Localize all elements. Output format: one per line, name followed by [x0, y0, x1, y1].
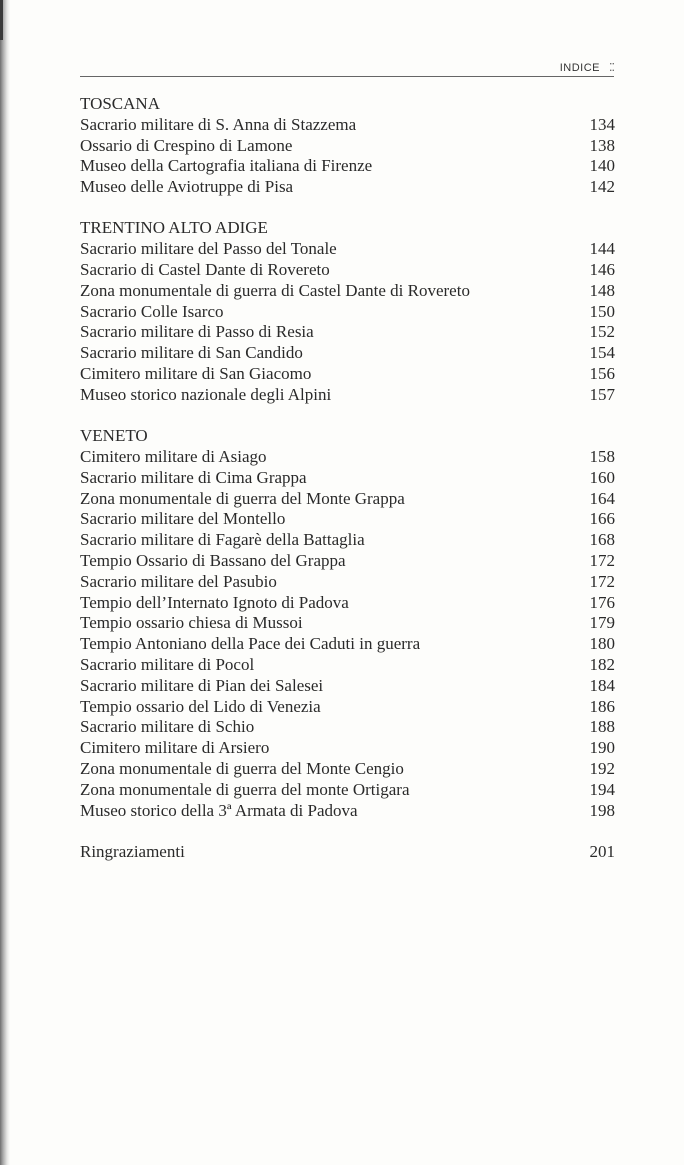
entry-label: Sacrario militare di Fagarè della Battaglia: [80, 530, 365, 550]
toc-entry: [80, 156, 615, 177]
toc-entry: [80, 717, 615, 738]
entry-label: Sacrario militare di Pocol: [80, 654, 255, 674]
running-header: [80, 60, 614, 77]
entry-label: Tempio Ossario di Bassano del Grappa: [80, 550, 346, 570]
entry-page-number: 142: [589, 177, 615, 197]
entry-page-number: 192: [589, 758, 615, 778]
entry-label: Zona monumentale di guerra di Castel Dante di Rovereto: [80, 280, 470, 300]
entry-label: Tempio dell’Internato Ignoto di Padova: [80, 592, 349, 612]
toc-entry: [80, 343, 615, 364]
toc-entry: [80, 801, 615, 822]
toc-entry: [80, 385, 615, 406]
toc-section: [80, 94, 615, 198]
entry-page-number: 140: [589, 156, 615, 176]
entry-page-number: 134: [589, 114, 615, 134]
toc-entry: [80, 593, 615, 614]
entry-page-number: 166: [589, 509, 615, 529]
toc-entry: [80, 738, 615, 759]
entry-page-number: 188: [589, 717, 615, 737]
toc-entry: [80, 509, 615, 530]
toc-entry: [80, 115, 615, 136]
toc-entry: [80, 613, 615, 634]
page-spine-shadow: [0, 0, 10, 1165]
section-title: VENETO: [80, 426, 148, 446]
toc-section: [80, 218, 615, 405]
entry-label: Tempio Antoniano della Pace dei Caduti in guerra: [80, 634, 421, 654]
entry-page-number: 180: [589, 634, 615, 654]
table-of-contents: [80, 94, 615, 863]
entry-page-number: 179: [589, 613, 615, 633]
entry-label: Sacrario di Castel Dante di Rovereto: [80, 260, 330, 280]
entry-label: Sacrario militare del Passo del Tonale: [80, 239, 337, 259]
toc-entry: [80, 634, 615, 655]
entry-label: Tempio ossario del Lido di Venezia: [80, 696, 321, 716]
entry-label: Museo della Cartografia italiana di Firenze: [80, 156, 373, 176]
toc-entry: [80, 239, 615, 260]
entry-page-number: 176: [589, 592, 615, 612]
entry-page-number: 186: [589, 696, 615, 716]
entry-page-number: 148: [589, 280, 615, 300]
entry-label: Zona monumentale di guerra del Monte Grappa: [80, 488, 405, 508]
entry-page-number: 164: [589, 488, 615, 508]
toc-entry: [80, 780, 615, 801]
header-title: INDICE: [559, 62, 600, 74]
entry-page-number: 157: [589, 384, 615, 404]
entry-label: Sacrario militare del Montello: [80, 509, 286, 529]
entry-page-number: 150: [589, 301, 615, 321]
entry-label: Sacrario Colle Isarco: [80, 301, 224, 321]
entry-label: Zona monumentale di guerra del Monte Cengio: [80, 758, 404, 778]
toc-entry: [80, 697, 615, 718]
toc-entry: [80, 302, 615, 323]
entry-page-number: 172: [589, 571, 615, 591]
toc-entry: [80, 177, 615, 198]
entry-page-number: 168: [589, 530, 615, 550]
entry-label: Museo storico nazionale degli Alpini: [80, 384, 332, 404]
toc-entry: [80, 281, 615, 302]
entry-page-number: 182: [589, 654, 615, 674]
toc-entry: [80, 572, 615, 593]
page-binding-mark: [0, 0, 3, 40]
entry-page-number: 152: [589, 322, 615, 342]
entry-label: Ossario di Crespino di Lamone: [80, 135, 293, 155]
entry-label: Cimitero militare di Arsiero: [80, 738, 270, 758]
toc-section: [80, 426, 615, 821]
toc-entry: [80, 759, 615, 780]
toc-entry: [80, 655, 615, 676]
toc-entry: [80, 530, 615, 551]
entry-label: Sacrario militare di Schio: [80, 717, 255, 737]
section-title: TRENTINO ALTO ADIGE: [80, 218, 268, 238]
entry-page-number: 146: [589, 260, 615, 280]
toc-entry: [80, 676, 615, 697]
entry-label: Sacrario militare di Pian dei Salesei: [80, 675, 324, 695]
toc-entry: [80, 468, 615, 489]
entry-label: Museo delle Aviotruppe di Pisa: [80, 177, 294, 197]
entry-page-number: 194: [589, 779, 615, 799]
entry-page-number: 160: [589, 467, 615, 487]
toc-entry: [80, 364, 615, 385]
entry-label: Sacrario militare di San Candido: [80, 343, 303, 363]
section-title: TOSCANA: [80, 94, 160, 113]
entry-page-number: 198: [589, 800, 615, 820]
entry-label: Ringraziamenti: [80, 841, 185, 861]
toc-entry-acknowledgements: [80, 842, 615, 863]
toc-entry: [80, 551, 615, 572]
entry-label: Sacrario militare del Pasubio: [80, 571, 277, 591]
entry-label: Sacrario militare di S. Anna di Stazzema: [80, 114, 357, 134]
entry-page-number: 184: [589, 675, 615, 695]
entry-page-number: 201: [589, 841, 615, 861]
entry-label: Museo storico della 3ª Armata di Padova: [80, 800, 358, 820]
toc-entry: [80, 260, 615, 281]
toc-entry: [80, 322, 615, 343]
entry-page-number: 138: [589, 135, 615, 155]
entry-label: Cimitero militare di Asiago: [80, 446, 267, 466]
header-ornament: ⁚⁚: [609, 62, 614, 74]
entry-label: Sacrario militare di Passo di Resia: [80, 322, 314, 342]
entry-page-number: 154: [589, 343, 615, 363]
entry-page-number: 172: [589, 550, 615, 570]
toc-entry: [80, 489, 615, 510]
entry-label: Zona monumentale di guerra del monte Ortigara: [80, 779, 410, 799]
entry-label: Cimitero militare di San Giacomo: [80, 364, 312, 384]
entry-page-number: 190: [589, 738, 615, 758]
toc-entry: [80, 136, 615, 157]
entry-page-number: 144: [589, 239, 615, 259]
toc-entry: [80, 447, 615, 468]
entry-page-number: 158: [589, 446, 615, 466]
entry-page-number: 156: [589, 364, 615, 384]
entry-label: Tempio ossario chiesa di Mussoi: [80, 613, 303, 633]
entry-label: Sacrario militare di Cima Grappa: [80, 467, 307, 487]
